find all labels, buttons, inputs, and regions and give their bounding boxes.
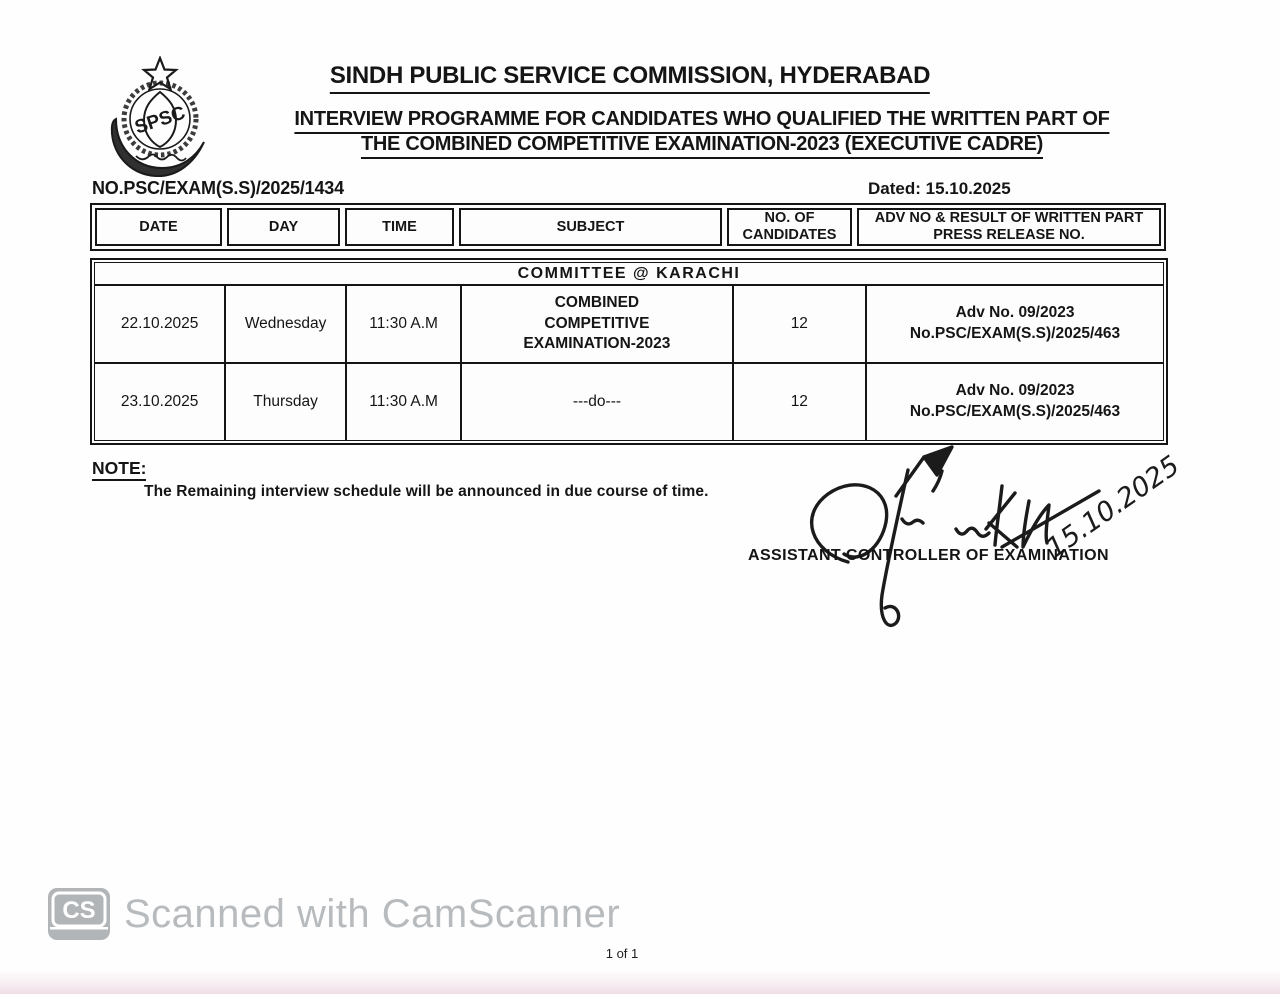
cell-candidates: 12: [733, 286, 867, 363]
page-title: SINDH PUBLIC SERVICE COMMISSION, HYDERABAD: [330, 62, 930, 94]
note-label: NOTE:: [92, 458, 146, 481]
camscanner-badge-icon: [48, 888, 110, 940]
signature-handwritten-date: 15.10.2025: [1040, 450, 1186, 565]
signatory-designation: ASSISTANT CONTROLLER OF EXAMINATION: [748, 547, 1109, 564]
signature-w: [956, 528, 989, 536]
signature-k-leg: [989, 523, 1017, 547]
camscanner-badge-label: CS: [62, 897, 96, 924]
column-header-time: TIME: [345, 208, 454, 246]
cell-adv-no: [866, 363, 1163, 440]
scan-edge-tint: [0, 970, 1280, 994]
reference-number: NO.PSC/EXAM(S.S)/2025/1434: [92, 178, 344, 198]
cell-time: 11:30 A.M: [346, 286, 461, 363]
committee-heading: COMMITTEE @ KARACHI: [95, 263, 1163, 286]
cell-time: 11:30 A.M: [346, 363, 461, 440]
signature-omega: [902, 519, 923, 524]
adv-no-line2: No.PSC/EXAM(S.S)/2025/463: [909, 403, 1121, 420]
signature-check: [896, 457, 924, 496]
cell-date: 23.10.2025: [95, 363, 225, 440]
column-header-date: DATE: [95, 208, 222, 246]
schedule-table-header: [90, 203, 1166, 251]
adv-no-line1: Adv No. 09/2023: [955, 382, 1075, 400]
camscanner-watermark-text: Scanned with CamScanner: [124, 892, 621, 936]
cell-candidates: 12: [733, 363, 867, 440]
schedule-table-inner: [94, 262, 1164, 441]
column-header-candidates: NO. OF CANDIDATES: [727, 208, 852, 246]
schedule-table-body: [90, 258, 1168, 445]
signature: [790, 430, 1190, 640]
page-subtitle-line1: INTERVIEW PROGRAMME FOR CANDIDATES WHO QUALIFIED THE WRITTEN PART OF: [294, 108, 1109, 134]
page-indicator: 1 of 1: [605, 946, 639, 961]
cell-adv-no: [866, 286, 1163, 363]
adv-no-line2: No.PSC/EXAM(S.S)/2025/463: [909, 325, 1121, 342]
note-text: The Remaining interview schedule will be announced in due course of time.: [144, 483, 709, 500]
table-row: [95, 363, 1163, 440]
cell-subject: COMBINED COMPETITIVE EXAMINATION-2023: [461, 286, 732, 363]
table-row: [95, 286, 1163, 363]
adv-no-line1: Adv No. 09/2023: [955, 304, 1075, 322]
document-date: Dated: 15.10.2025: [868, 179, 1011, 198]
cell-day: Wednesday: [225, 286, 346, 363]
schedule-grid: [95, 286, 1163, 440]
signature-flag: [924, 447, 952, 475]
cell-date: 22.10.2025: [95, 286, 225, 363]
page-subtitle-line2: THE COMBINED COMPETITIVE EXAMINATION-2023 (EXECUTIVE CADRE): [361, 133, 1043, 159]
column-header-subject: SUBJECT: [459, 208, 722, 246]
column-header-adv-no: ADV NO & RESULT OF WRITTEN PART PRESS RELEASE NO.: [857, 208, 1161, 246]
cell-subject: ---do---: [461, 363, 732, 440]
logo-monogram: SPSC: [132, 102, 189, 139]
spsc-logo: [102, 56, 218, 182]
cell-day: Thursday: [225, 363, 346, 440]
column-header-day: DAY: [227, 208, 340, 246]
